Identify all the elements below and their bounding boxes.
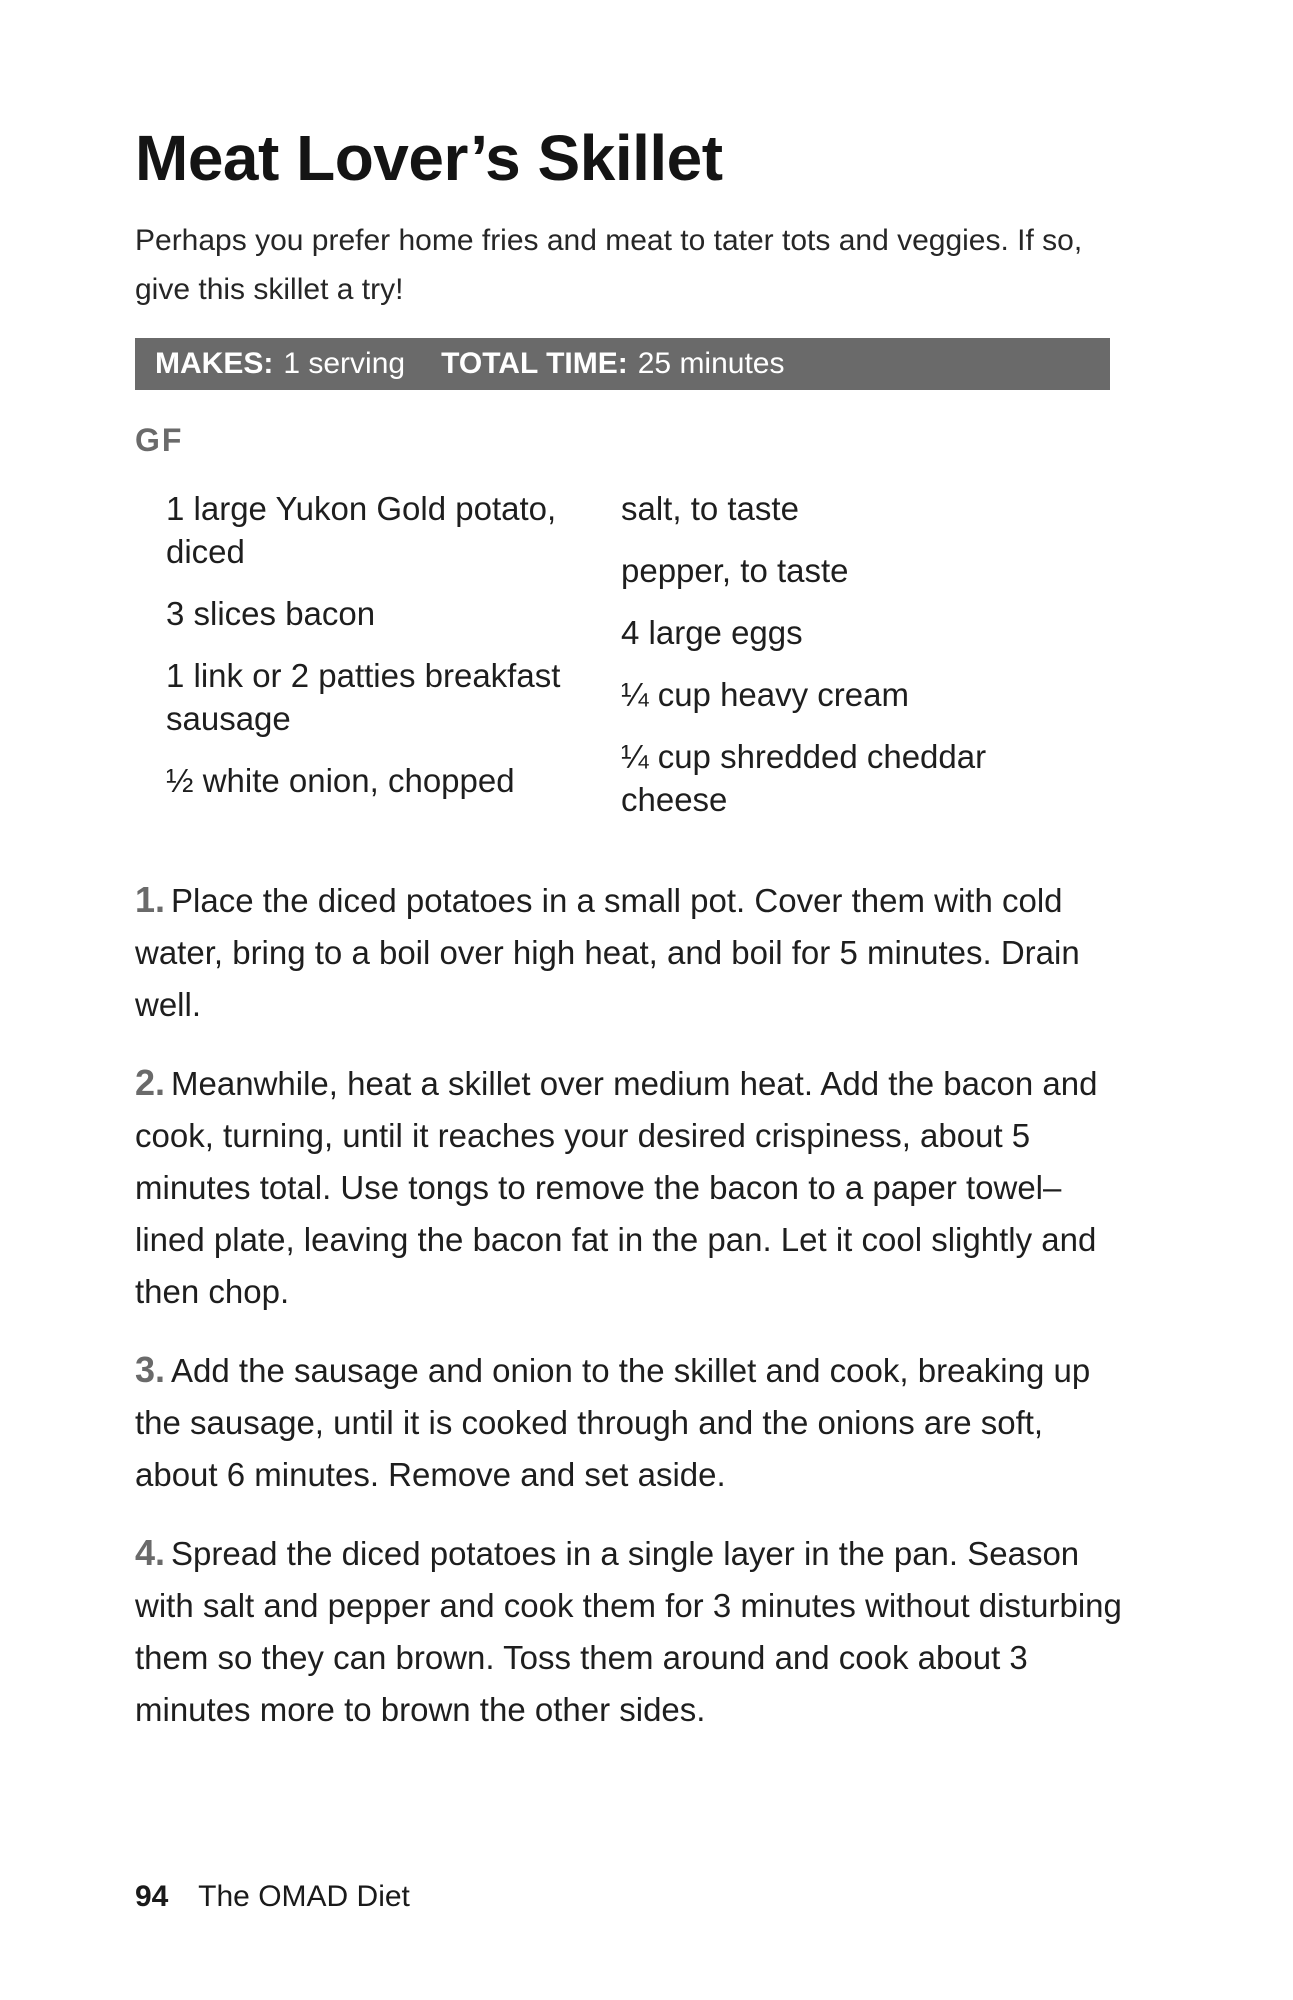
recipe-page bbox=[135, 118, 1122, 1762]
ingredient-item: pepper, to taste bbox=[621, 552, 849, 589]
ingredients-left-column bbox=[135, 487, 621, 840]
step-text: Meanwhile, heat a skillet over medium heat. Add the bacon and cook, turning, until it reaches your desired crispiness, about 5 minutes total. Use tongs to remove the bacon to a paper towel–lined plate, leaving the bacon fat in the pan. Let it cool slightly and then chop. bbox=[135, 1065, 1098, 1310]
step-text: Add the sausage and onion to the skillet and cook, breaking up the sausage, until it is cooked through and the onions are soft, about 6 minutes. Remove and set aside. bbox=[135, 1352, 1091, 1493]
total-time-label: TOTAL TIME: bbox=[441, 347, 628, 380]
page-number: 94 bbox=[135, 1880, 169, 1913]
ingredient-item: ¼ cup heavy cream bbox=[621, 676, 909, 713]
instruction-step bbox=[135, 1344, 1125, 1501]
step-text: Place the diced potatoes in a small pot. Cover them with cold water, bring to a boil over high heat, and boil for 5 minutes. Drain well. bbox=[135, 882, 1080, 1023]
step-number: 3. bbox=[135, 1349, 166, 1390]
step-number: 2. bbox=[135, 1062, 166, 1103]
recipe-meta-bar bbox=[135, 338, 1110, 390]
ingredient-item: ¼ cup shredded cheddar cheese bbox=[621, 738, 987, 818]
ingredient-item: ½ white onion, chopped bbox=[166, 762, 515, 799]
recipe-intro: Perhaps you prefer home fries and meat to tater tots and veggies. If so, give this skillet a try! bbox=[135, 224, 1083, 306]
ingredient-item: 1 link or 2 patties breakfast sausage bbox=[166, 657, 561, 737]
makes-value: 1 serving bbox=[283, 347, 406, 380]
makes-label: MAKES: bbox=[155, 347, 274, 380]
ingredients-list bbox=[135, 487, 1110, 840]
step-number: 1. bbox=[135, 879, 166, 920]
total-time-value: 25 minutes bbox=[637, 347, 785, 380]
page-footer bbox=[135, 1880, 410, 1914]
step-text: Spread the diced potatoes in a single layer in the pan. Season with salt and pepper and cook them for 3 minutes without disturbing them so they can brown. Toss them around and cook about 3 minutes more to brown the other sides. bbox=[135, 1535, 1122, 1728]
ingredient-item: 1 large Yukon Gold potato, diced bbox=[166, 490, 557, 570]
recipe-title: Meat Lover’s Skillet bbox=[135, 122, 723, 194]
instruction-step bbox=[135, 1527, 1125, 1736]
ingredients-right-column bbox=[621, 487, 1091, 840]
diet-tag: GF bbox=[135, 422, 184, 458]
instruction-step bbox=[135, 1057, 1125, 1318]
step-number: 4. bbox=[135, 1532, 166, 1573]
book-title: The OMAD Diet bbox=[198, 1880, 410, 1913]
ingredient-item: 3 slices bacon bbox=[166, 595, 376, 632]
instruction-step bbox=[135, 874, 1125, 1031]
instructions-list bbox=[135, 874, 1125, 1736]
ingredient-item: salt, to taste bbox=[621, 490, 799, 527]
ingredient-item: 4 large eggs bbox=[621, 614, 803, 651]
